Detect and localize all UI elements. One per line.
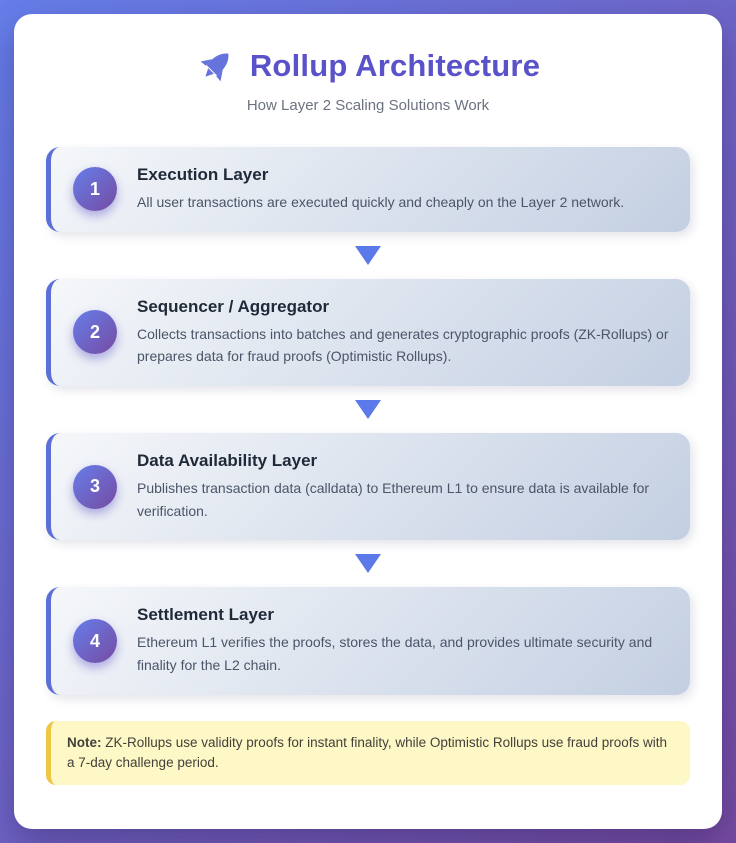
step-text (137, 297, 670, 368)
step-card-execution-layer (46, 147, 690, 232)
page-title: Rollup Architecture (249, 48, 541, 83)
down-arrow-icon (355, 246, 381, 265)
step-number-badge: 1 (73, 167, 117, 211)
down-arrow-icon (355, 554, 381, 573)
rocket-icon (196, 46, 236, 86)
note-callout (46, 721, 690, 786)
step-card-settlement-layer (46, 587, 690, 694)
step-title: Settlement Layer (137, 605, 274, 625)
step-description: Publishes transaction data (calldata) to Ethereum L1 to ensure data is available for verification. (137, 480, 650, 519)
infographic-card (14, 14, 722, 829)
note-text: ZK-Rollups use validity proofs for instant finality, while Optimistic Rollups use fraud proofs with a 7-day challenge period. (67, 734, 667, 770)
step-title: Data Availability Layer (137, 451, 318, 471)
step-description: Ethereum L1 verifies the proofs, stores the data, and provides ultimate security and finality for the L2 chain. (137, 634, 653, 674)
down-arrow-icon (355, 400, 381, 419)
step-number-badge: 3 (73, 465, 117, 509)
step-description: Collects transactions into batches and generates cryptographic proofs (ZK-Rollups) or prepares data for fraud proofs (Optimistic Rollups). (137, 325, 669, 365)
step-text (137, 605, 670, 676)
step-card-sequencer-aggregator (46, 279, 690, 386)
step-title: Execution Layer (137, 165, 269, 184)
note-label: Note: (67, 734, 102, 750)
step-description: All user transactions are executed quickly and cheaply on the Layer 2 network. (137, 194, 625, 210)
step-text (137, 451, 670, 522)
steps-flow (46, 147, 690, 695)
page-subtitle: How Layer 2 Scaling Solutions Work (246, 97, 490, 114)
step-number-badge: 4 (73, 619, 117, 663)
step-number-badge: 2 (73, 310, 117, 354)
step-card-data-availability-layer (46, 433, 690, 540)
header (46, 46, 690, 86)
step-title: Sequencer / Aggregator (137, 296, 330, 316)
step-text (137, 165, 670, 214)
